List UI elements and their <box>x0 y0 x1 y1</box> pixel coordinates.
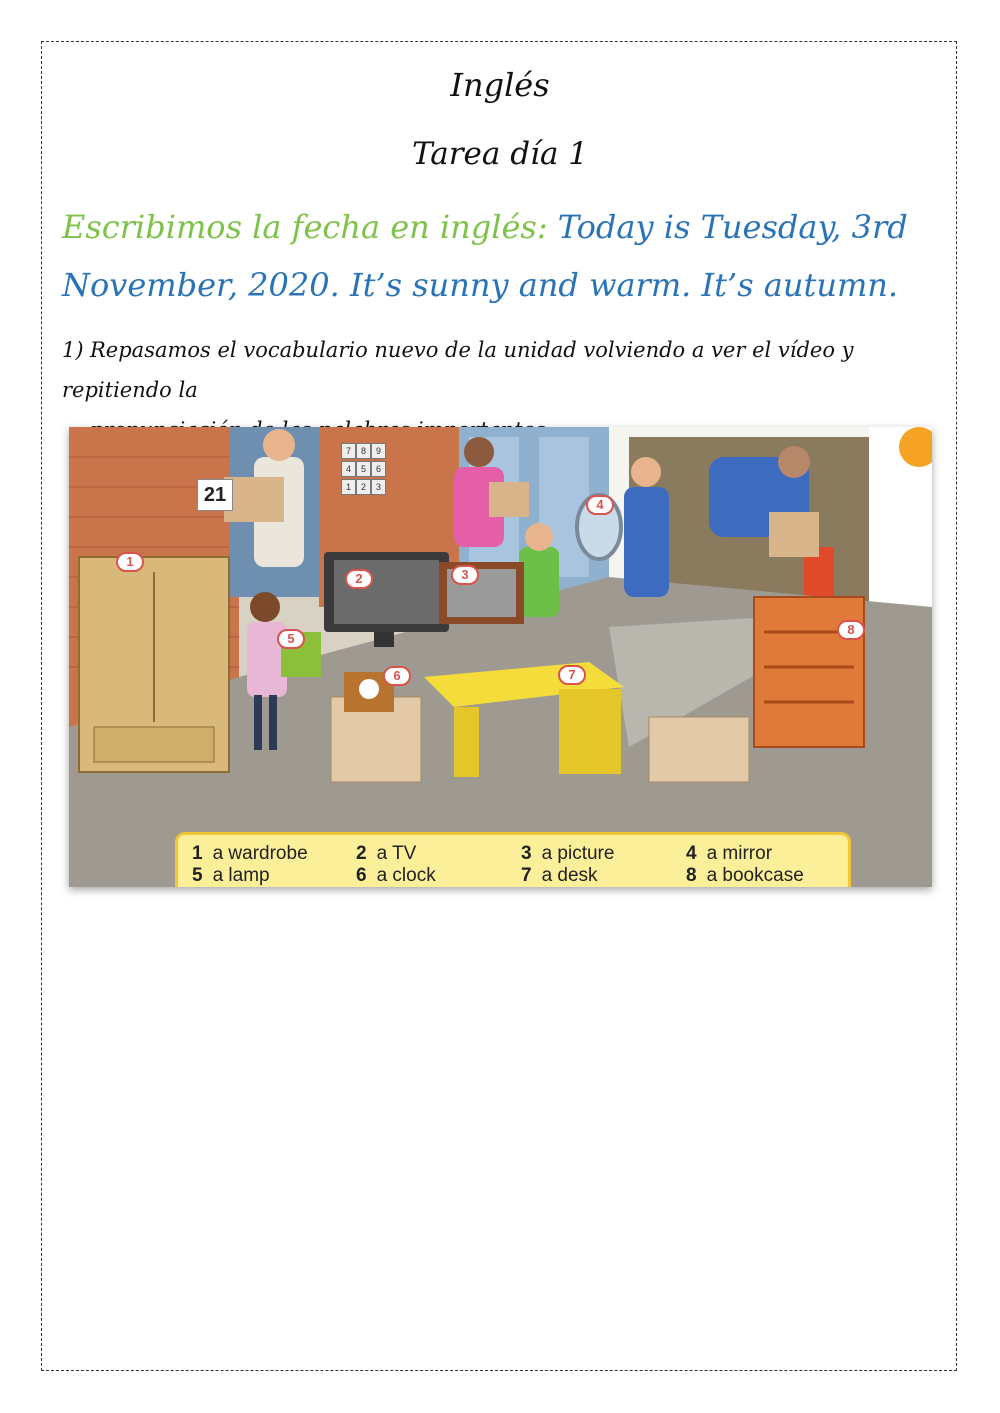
legend-item-desk <box>521 865 598 887</box>
keypad-key: 9 <box>371 443 386 459</box>
legend-num: 7 <box>521 865 532 886</box>
legend-label: a desk <box>541 865 598 886</box>
legend-item-mirror <box>686 843 772 865</box>
task-number: 1) <box>62 338 84 362</box>
legend-num: 5 <box>192 865 203 886</box>
legend-num: 1 <box>192 843 203 864</box>
legend-item-tv <box>356 843 416 865</box>
date-lead-text: Escribimos la fecha en inglés: <box>62 208 548 246</box>
page-title: Inglés <box>450 66 550 104</box>
keypad-key: 1 <box>341 479 356 495</box>
legend-num: 4 <box>686 843 697 864</box>
item-badge-wardrobe: 1 <box>116 552 144 572</box>
item-badge-picture: 3 <box>451 565 479 585</box>
legend-label: a picture <box>541 843 615 864</box>
item-badge-lamp: 5 <box>277 629 305 649</box>
legend-label: a wardrobe <box>212 843 308 864</box>
keypad-key: 7 <box>341 443 356 459</box>
keypad-key: 8 <box>356 443 371 459</box>
legend-label: a mirror <box>706 843 773 864</box>
keypad-key: 5 <box>356 461 371 477</box>
vocabulary-legend <box>175 832 851 887</box>
date-sentence <box>62 198 952 314</box>
page-subtitle: Tarea día 1 <box>411 136 589 172</box>
keypad-key: 2 <box>356 479 371 495</box>
legend-label: a bookcase <box>706 865 804 886</box>
legend-num: 3 <box>521 843 532 864</box>
legend-num: 8 <box>686 865 697 886</box>
item-badge-clock: 6 <box>383 666 411 686</box>
item-badge-tv: 2 <box>345 569 373 589</box>
legend-item-clock <box>356 865 436 887</box>
legend-label: a lamp <box>212 865 270 886</box>
legend-item-picture <box>521 843 614 865</box>
item-badge-mirror: 4 <box>586 495 614 515</box>
date-english-text: Today is Tuesday, 3rd November, 2020. It’s sunny and warm. It’s autumn. <box>62 208 908 304</box>
keypad-key: 4 <box>341 461 356 477</box>
legend-item-lamp <box>192 865 270 887</box>
item-badge-bookcase: 8 <box>837 620 865 640</box>
legend-item-wardrobe <box>192 843 308 865</box>
legend-num: 2 <box>356 843 367 864</box>
legend-item-bookcase <box>686 865 804 887</box>
legend-label: a clock <box>376 865 436 886</box>
task-text-line1: Repasamos el vocabulario nuevo de la unidad volviendo a ver el vídeo y repitiendo la <box>62 338 854 402</box>
legend-num: 6 <box>356 865 367 886</box>
keypad-key: 3 <box>371 479 386 495</box>
vocabulary-illustration <box>69 427 932 887</box>
legend-label: a TV <box>376 843 417 864</box>
item-badge-desk: 7 <box>558 665 586 685</box>
door-keypad <box>341 443 387 523</box>
keypad-key: 6 <box>371 461 386 477</box>
house-number-sign: 21 <box>197 479 233 511</box>
